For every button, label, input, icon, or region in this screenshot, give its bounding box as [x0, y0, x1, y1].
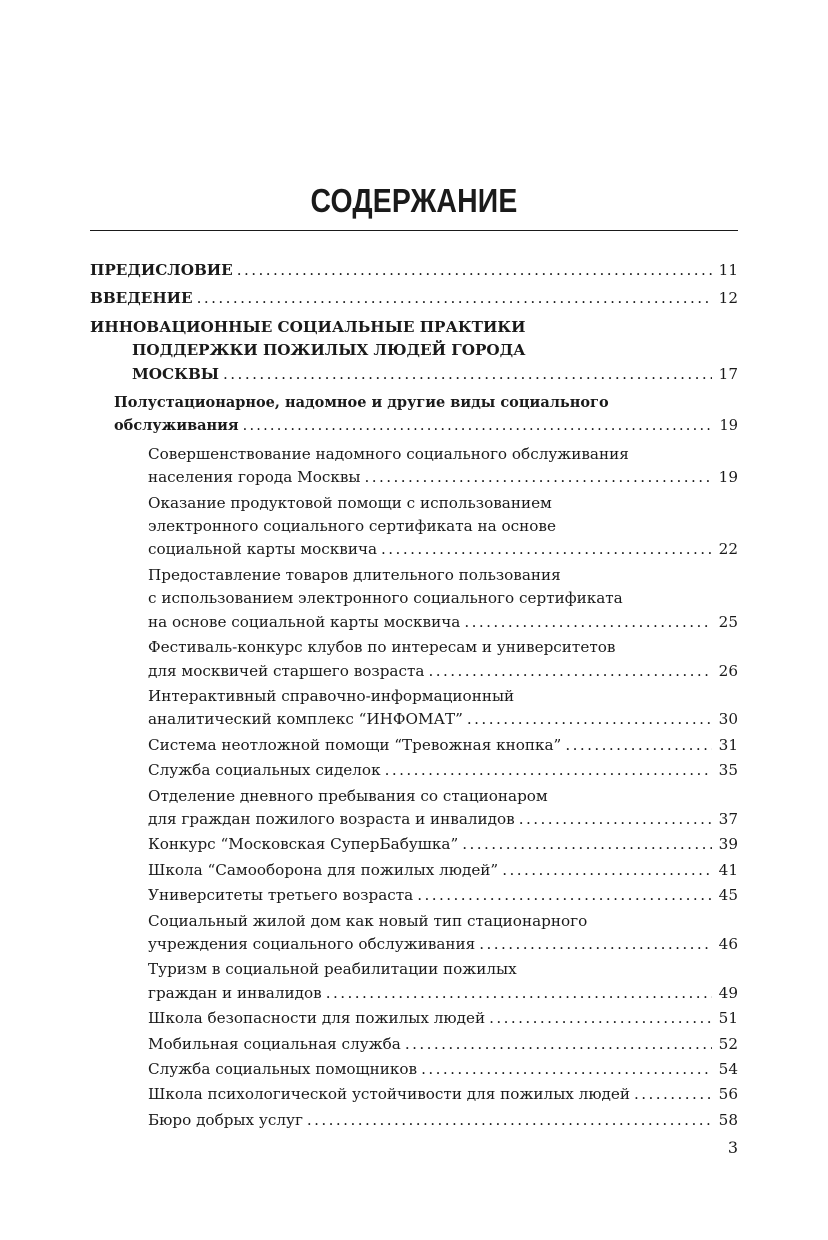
toc-page-number: 58 — [718, 1110, 738, 1129]
toc-entry-text: Интерактивный справочно-информационный — [148, 686, 515, 705]
dot-leader — [467, 708, 712, 731]
toc-entry-text: Предоставление товаров длительного пользования — [148, 565, 561, 584]
toc-entry[interactable] — [90, 492, 738, 562]
toc-page-number: 35 — [718, 761, 738, 780]
toc-entry-text: Система неотложной помощи “Тревожная кнопка” — [148, 735, 562, 754]
toc-page-number: 11 — [718, 261, 738, 279]
toc-page-number: 31 — [718, 735, 738, 754]
dot-leader — [381, 538, 712, 561]
toc-entry[interactable] — [90, 564, 738, 634]
toc-entry[interactable] — [90, 685, 738, 732]
toc-entry[interactable] — [90, 391, 738, 439]
toc-entry[interactable] — [90, 316, 738, 386]
toc-entry-text: учреждения социального обслуживания — [148, 934, 476, 953]
toc-entry[interactable] — [90, 759, 738, 782]
toc-entry-text: населения города Москвы — [148, 468, 361, 487]
toc-page-number: 52 — [718, 1034, 738, 1053]
dot-leader — [479, 933, 712, 956]
toc-entry-text: ВВЕДЕНИЕ — [90, 289, 193, 308]
toc-entry-text: Служба социальных сиделок — [148, 761, 381, 780]
dot-leader — [428, 660, 712, 683]
dot-leader — [565, 734, 712, 757]
toc-entry-text: Фестиваль-конкурс клубов по интересам и университетов — [148, 638, 616, 657]
toc-entry[interactable] — [90, 1007, 738, 1030]
dot-leader — [223, 363, 712, 386]
toc-page-number: 19 — [719, 418, 738, 435]
toc-page-number: 17 — [718, 364, 738, 383]
toc-entry-text: Конкурс “Московская СуперБабушка” — [148, 835, 459, 854]
toc-entry-text: ИННОВАЦИОННЫЕ СОЦИАЛЬНЫЕ ПРАКТИКИ — [90, 317, 526, 336]
toc-entry-text: социальной карты москвича — [148, 540, 378, 559]
toc-entry-text: Оказание продуктовой помощи с использованием — [148, 493, 552, 512]
toc-entry[interactable] — [90, 958, 738, 1005]
toc-entry[interactable] — [90, 443, 738, 490]
toc-entry[interactable] — [90, 833, 738, 856]
toc-page-number: 54 — [718, 1060, 738, 1078]
dot-leader — [462, 833, 712, 856]
toc-page-number: 39 — [718, 835, 738, 854]
dot-leader — [307, 1109, 712, 1132]
toc-page-number: 56 — [718, 1085, 738, 1104]
toc-entry-text: обслуживания — [114, 417, 239, 435]
dot-leader — [519, 808, 712, 831]
dot-leader — [421, 1058, 712, 1081]
toc-entry-text: аналитический комплекс “ИНФОМАТ” — [148, 710, 463, 729]
toc-page-number: 37 — [718, 809, 738, 828]
toc-page-number: 49 — [718, 983, 738, 1002]
toc-entry[interactable] — [90, 287, 738, 310]
toc-page-number: 25 — [718, 612, 738, 631]
dot-leader — [326, 982, 712, 1005]
toc-entry-text: Школа “Самооборона для пожилых людей” — [148, 860, 499, 879]
dot-leader — [634, 1083, 712, 1106]
dot-leader — [197, 287, 712, 310]
dot-leader — [502, 859, 712, 882]
table-of-contents — [90, 259, 738, 1134]
toc-entry-text: ПОДДЕРЖКИ ПОЖИЛЫХ ЛЮДЕЙ ГОРОДА — [132, 341, 526, 360]
toc-page-number: 30 — [718, 710, 738, 729]
toc-page-number: 19 — [718, 468, 738, 487]
toc-entry-text: Школа безопасности для пожилых людей — [148, 1009, 486, 1028]
toc-entry-text: Служба социальных помощников — [148, 1060, 418, 1078]
toc-entry-text: Университеты третьего возраста — [148, 886, 414, 905]
toc-entry-text: ПРЕДИСЛОВИЕ — [90, 261, 233, 279]
toc-entry-text: для граждан пожилого возраста и инвалидов — [148, 809, 515, 828]
toc-entry-text: Совершенствование надомного социального обслуживания — [148, 444, 629, 463]
toc-page-number: 46 — [718, 934, 738, 953]
toc-entry[interactable] — [90, 859, 738, 882]
toc-page-number: 12 — [718, 289, 738, 308]
toc-page-number: 45 — [718, 886, 738, 905]
page-title: СОДЕРЖАНИЕ — [310, 182, 518, 219]
toc-entry[interactable] — [90, 734, 738, 757]
toc-entry-text: для москвичей старшего возраста — [148, 661, 425, 680]
title-divider — [90, 230, 738, 231]
toc-entry-text: Полустационарное, надомное и другие виды социального — [114, 394, 609, 412]
toc-entry-text: граждан и инвалидов — [148, 983, 322, 1002]
toc-page-number: 51 — [718, 1009, 738, 1028]
toc-entry[interactable] — [90, 636, 738, 683]
dot-leader — [405, 1033, 712, 1056]
toc-entry-text: с использованием электронного социального сертификата — [148, 589, 623, 608]
toc-entry-text: Социальный жилой дом как новый тип стационарного — [148, 911, 588, 930]
toc-entry[interactable] — [90, 1083, 738, 1106]
toc-entry[interactable] — [90, 259, 738, 282]
dot-leader — [365, 466, 713, 489]
toc-entry-text: Мобильная социальная служба — [148, 1034, 401, 1053]
toc-page-number: 26 — [718, 661, 738, 680]
dot-leader — [464, 611, 712, 634]
toc-entry-text: Отделение дневного пребывания со стационаром — [148, 786, 548, 805]
page-number: 3 — [727, 1138, 738, 1157]
toc-entry[interactable] — [90, 1109, 738, 1132]
toc-entry-text: Бюро добрых услуг — [148, 1110, 303, 1129]
toc-entry-text: Туризм в социальной реабилитации пожилых — [148, 960, 517, 979]
toc-entry-text: на основе социальной карты москвича — [148, 612, 461, 631]
dot-leader — [385, 759, 712, 782]
toc-entry[interactable] — [90, 1033, 738, 1056]
toc-entry[interactable] — [90, 910, 738, 957]
toc-entry[interactable] — [90, 1058, 738, 1081]
dot-leader — [489, 1007, 712, 1030]
toc-page-number: 22 — [718, 540, 738, 559]
toc-entry[interactable] — [90, 884, 738, 907]
toc-entry[interactable] — [90, 785, 738, 832]
toc-entry-text: электронного социального сертификата на основе — [148, 517, 556, 536]
dot-leader — [237, 259, 712, 282]
toc-entry-text: МОСКВЫ — [132, 364, 220, 383]
toc-page-number: 41 — [718, 860, 738, 879]
dot-leader — [417, 884, 712, 907]
toc-entry-text: Школа психологической устойчивости для пожилых людей — [148, 1085, 631, 1104]
dot-leader — [243, 415, 712, 438]
